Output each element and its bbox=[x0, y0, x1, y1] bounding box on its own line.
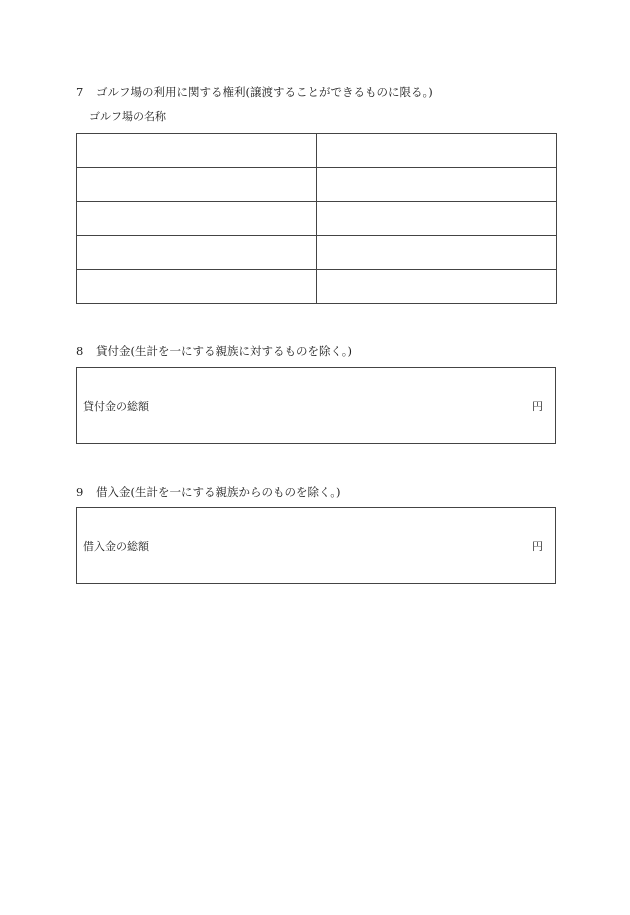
section-9-heading bbox=[76, 485, 341, 499]
golf-course-name-cell[interactable] bbox=[77, 168, 317, 202]
golf-course-name-label: ゴルフ場の名称 bbox=[89, 110, 166, 123]
loans-receivable-total-label: 貸付金の総額 bbox=[83, 400, 149, 413]
golf-course-name-cell[interactable] bbox=[77, 270, 317, 304]
section-7-heading bbox=[76, 85, 433, 99]
golf-course-detail-cell[interactable] bbox=[317, 168, 557, 202]
section-9-title: 借入金(生計を一にする親族からのものを除く。) bbox=[96, 485, 341, 499]
golf-course-name-cell[interactable] bbox=[77, 134, 317, 168]
golf-course-name-cell[interactable] bbox=[77, 202, 317, 236]
section-7-number: 7 bbox=[76, 85, 84, 99]
table-row bbox=[77, 236, 557, 270]
section-7-title: ゴルフ場の利用に関する権利(譲渡することができるものに限る。) bbox=[96, 85, 433, 99]
table-row bbox=[77, 134, 557, 168]
loans-receivable-yen-unit: 円 bbox=[532, 400, 543, 413]
section-8-heading bbox=[76, 344, 352, 358]
golf-course-table-body bbox=[77, 134, 557, 304]
golf-course-detail-cell[interactable] bbox=[317, 236, 557, 270]
table-row bbox=[77, 168, 557, 202]
borrowings-box[interactable] bbox=[76, 507, 556, 584]
borrowings-yen-unit: 円 bbox=[532, 540, 543, 553]
section-9-number: 9 bbox=[76, 485, 84, 499]
golf-course-detail-cell[interactable] bbox=[317, 202, 557, 236]
table-row bbox=[77, 202, 557, 236]
golf-course-detail-cell[interactable] bbox=[317, 134, 557, 168]
loans-receivable-box[interactable] bbox=[76, 367, 556, 444]
section-8-number: 8 bbox=[76, 344, 84, 358]
golf-course-name-cell[interactable] bbox=[77, 236, 317, 270]
golf-course-table bbox=[76, 133, 557, 304]
golf-course-detail-cell[interactable] bbox=[317, 270, 557, 304]
section-8-title: 貸付金(生計を一にする親族に対するものを除く。) bbox=[96, 344, 352, 358]
table-row bbox=[77, 270, 557, 304]
borrowings-total-label: 借入金の総額 bbox=[83, 540, 149, 553]
